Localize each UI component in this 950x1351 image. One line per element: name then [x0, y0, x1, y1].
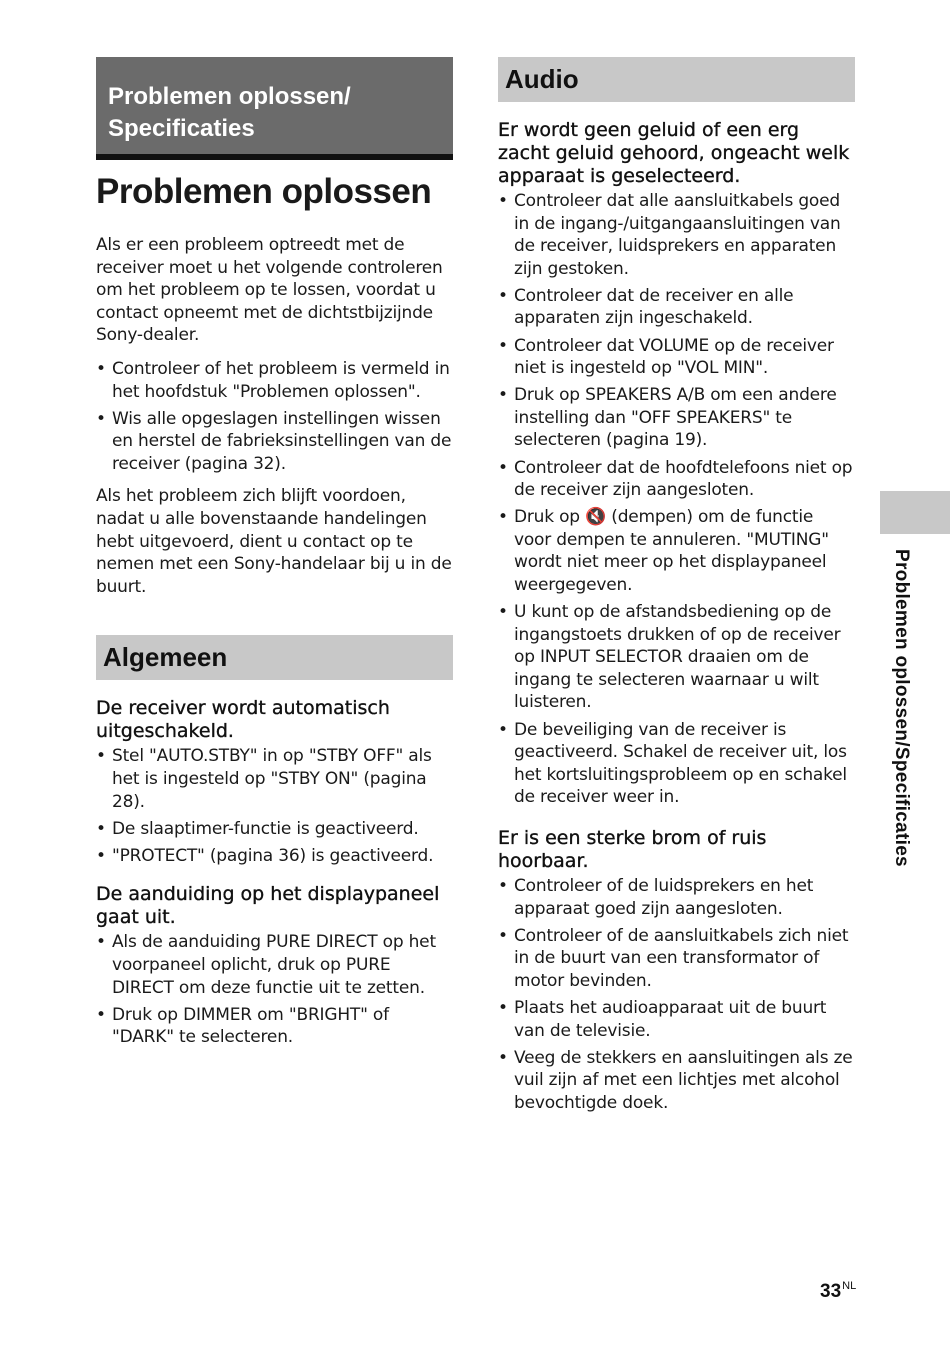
bullet-dot: • — [96, 358, 106, 379]
bullet-text: Druk op DIMMER om "BRIGHT" of "DARK" te selecteren. — [112, 1004, 389, 1048]
bullet-dot: • — [498, 997, 508, 1018]
bullet-text: Controleer dat alle aansluitkabels goed in de ingang-/uitgangaansluitingen van de receiver, luidsprekers en apparaten zijn gestoken. — [514, 191, 841, 279]
issue-title: Er is een sterke brom of ruis hoorbaar. — [498, 826, 767, 872]
bullet-text: Controleer dat de receiver en alle apparaten zijn ingeschakeld. — [514, 285, 794, 329]
list-item — [96, 1004, 453, 1049]
list-item — [498, 875, 855, 920]
list-item — [498, 925, 855, 993]
bullet-text: Controleer of de luidsprekers en het apparaat goed zijn aangesloten. — [514, 875, 814, 919]
bullet-dot: • — [498, 602, 508, 623]
bullet-text: Plaats het audioapparaat uit de buurt van de televisie. — [514, 997, 827, 1041]
bullet-dot: • — [96, 408, 106, 429]
issue-title: Er wordt geen geluid of een erg zacht geluid gehoord, ongeacht welk apparaat is geselecteerd. — [498, 119, 850, 187]
bullet-dot: • — [498, 335, 508, 356]
bullet-dot: • — [96, 746, 106, 767]
bullet-dot: • — [498, 875, 508, 896]
bullet-text: U kunt op de afstandsbediening op de ingangstoets drukken of op de receiver op INPUT SELECTOR draaien om de ingang te selecteren waarnaar u wilt luisteren. — [514, 602, 841, 713]
chapter-title-line1: Problemen oplossen/ — [108, 83, 351, 110]
bullet-text: Controleer dat VOLUME op de receiver niet is ingesteld op "VOL MIN". — [514, 335, 834, 379]
list-item — [498, 384, 855, 452]
side-tab-label: Problemen oplossen/Specificaties — [891, 549, 912, 867]
issue-bullet-list — [96, 745, 453, 867]
issue-bullet-list — [96, 931, 453, 1048]
page-number — [820, 1280, 856, 1303]
list-item — [498, 506, 855, 596]
bullet-text: Als de aanduiding PURE DIRECT op het voorpaneel oplicht, druk op PURE DIRECT om deze functie uit te zetten. — [112, 932, 436, 998]
bullet-text: Druk op 🔇 (dempen) om de functie voor dempen te annuleren. "MUTING" wordt niet meer op het displaypaneel weergegeven. — [514, 507, 829, 595]
list-item — [498, 457, 855, 502]
bullet-dot: • — [498, 285, 508, 306]
bullet-dot: • — [498, 191, 508, 211]
bullet-dot: • — [498, 719, 508, 740]
bullet-text: "PROTECT" (pagina 36) is geactiveerd. — [112, 845, 434, 866]
bullet-text: Controleer dat de hoofdtelefoons niet op de receiver zijn aangesloten. — [514, 457, 853, 501]
list-item — [498, 719, 855, 809]
list-item — [96, 745, 453, 813]
bullet-dot: • — [498, 507, 508, 528]
intro-paragraph-2: Als het probleem zich blijft voordoen, nadat u alle bovenstaande handelingen hebt uitgevoerd, dient u contact op te nemen met een Sony-handelaar bij u in de buurt. — [96, 486, 452, 597]
bullet-text: Wis alle opgeslagen instellingen wissen en herstel de fabrieksinstellingen van de receiver (pagina 32). — [112, 408, 452, 474]
bullet-text: Controleer of de aansluitkabels zich niet in de buurt van een transformator of motor bevinden. — [514, 925, 849, 991]
intro-paragraph: Als er een probleem optreedt met de receiver moet u het volgende controleren om het probleem op te lossen, voordat u contact opneemt met de dichtstbijzijnde Sony-dealer. — [96, 235, 443, 346]
bullet-dot: • — [96, 845, 106, 866]
section-heading-algemeen: Algemeen — [96, 635, 453, 680]
list-item — [498, 335, 855, 380]
chapter-title-box — [96, 57, 453, 160]
bullet-text: Druk op SPEAKERS A/B om een andere instelling dan "OFF SPEAKERS" te selecteren (pagina 19). — [514, 385, 837, 451]
issue-title: De receiver wordt automatisch uitgeschakeld. — [96, 697, 390, 743]
chapter-side-tab — [880, 491, 950, 534]
list-item — [498, 190, 855, 280]
issue-bullet-list — [498, 875, 855, 1114]
bullet-text: Veeg de stekkers en aansluitingen als ze vuil zijn af met een lichtjes met alcohol bevochtigde doek. — [514, 1047, 853, 1113]
bullet-dot: • — [498, 385, 508, 406]
list-item — [498, 601, 855, 714]
bullet-text: De slaaptimer-functie is geactiveerd. — [112, 818, 419, 839]
list-item — [96, 931, 453, 999]
section-heading-audio: Audio — [498, 57, 855, 102]
issue-bullet-list — [498, 190, 855, 809]
left-column — [96, 57, 453, 1059]
bullet-dot: • — [498, 457, 508, 478]
bullet-dot: • — [96, 1004, 106, 1025]
list-item — [96, 358, 453, 403]
right-column — [498, 57, 855, 1124]
list-item — [498, 285, 855, 330]
page-title: Problemen oplossen — [96, 172, 432, 211]
list-item — [96, 818, 453, 841]
bullet-dot: • — [498, 1047, 508, 1068]
list-item — [96, 408, 453, 476]
bullet-text: Stel "AUTO.STBY" in op "STBY OFF" als het is ingesteld op "STBY ON" (pagina 28). — [112, 746, 432, 812]
page-number-value: 33 — [820, 1281, 842, 1302]
bullet-dot: • — [96, 932, 106, 953]
intro-bullet-list — [96, 358, 453, 475]
bullet-text: Controleer of het probleem is vermeld in het hoofdstuk "Problemen oplossen". — [112, 358, 450, 402]
chapter-title-line2: Specificaties — [108, 115, 255, 142]
issue-title: De aanduiding op het displaypaneel gaat uit. — [96, 883, 440, 929]
page-language-code: NL — [842, 1280, 857, 1292]
list-item — [498, 1047, 855, 1115]
list-item — [96, 845, 453, 868]
bullet-dot: • — [96, 818, 106, 839]
bullet-dot: • — [498, 925, 508, 946]
bullet-text: De beveiliging van de receiver is geactiveerd. Schakel de receiver uit, los het kortsluitingsprobleem op en schakel de receiver weer in. — [514, 719, 847, 808]
list-item — [498, 997, 855, 1042]
